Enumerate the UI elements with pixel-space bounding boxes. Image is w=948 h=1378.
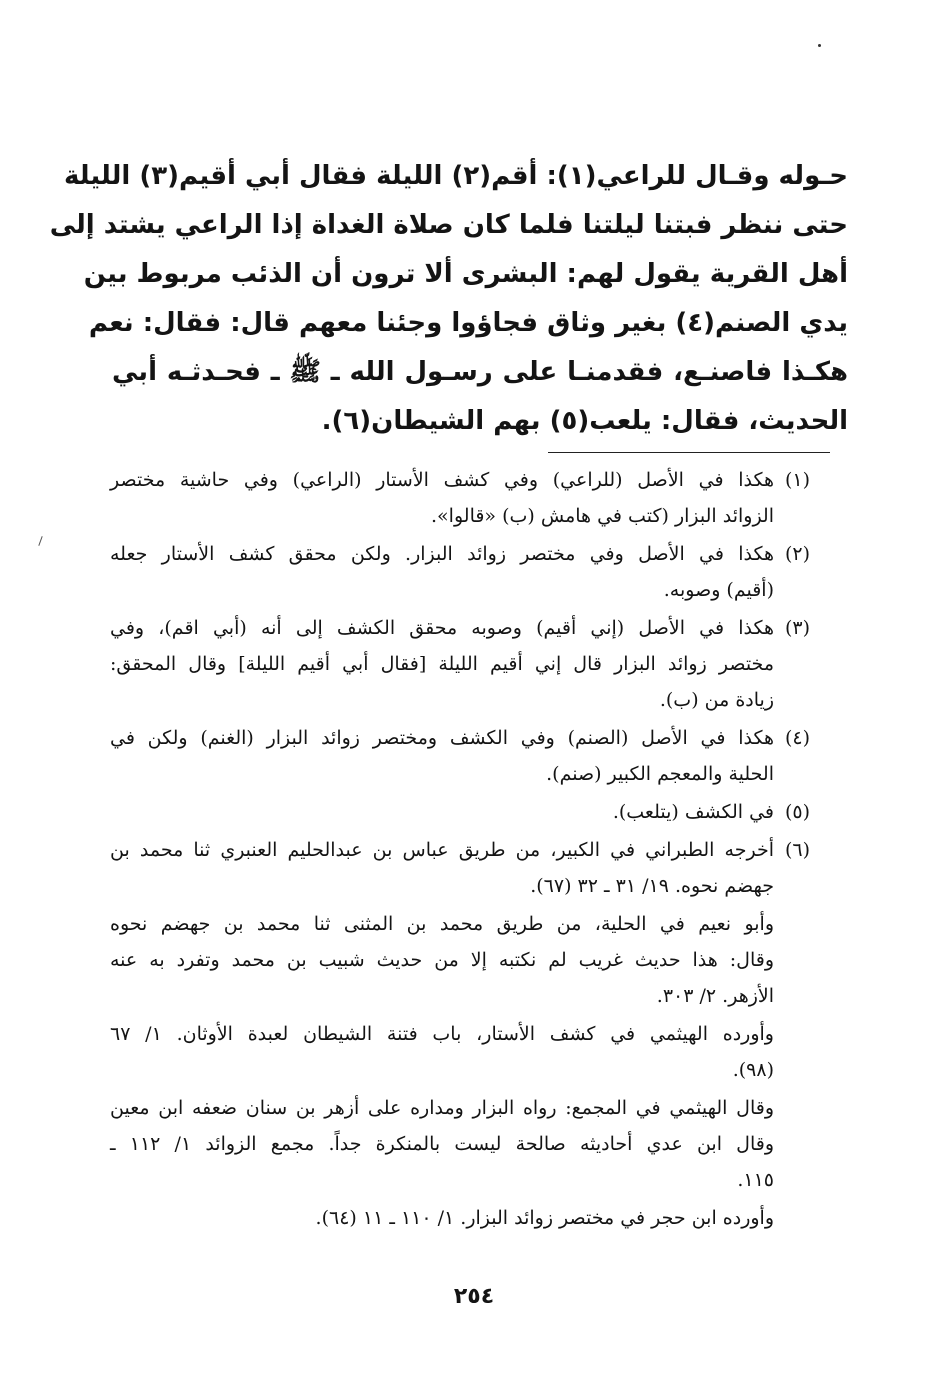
footnote-line: وقال: هذا حديث غريب لم نكتبه إلا من حديث شبيب بن محمد وتفرد به عنه [110,949,774,971]
footnote [110,536,810,608]
footnote-line: وأبو نعيم في الحلية، من طريق محمد بن المثنى ثنا محمد بن جهضم نحوه [110,913,774,935]
footnote-text [110,794,774,830]
footnote-line: أخرجه الطبراني في الكبير، من طريق عباس بن عبدالحليم العنبري ثنا محمد بن [110,839,774,861]
footnote-text [110,536,774,608]
footnote-divider [548,452,830,453]
footnote-number: (١) [784,469,810,491]
page-number: ٢٥٤ [453,1284,495,1309]
footnote-line: في الكشف (يتلعب). [612,801,774,823]
footnote-line: هكذا في الأصل (للراعي) وفي كشف الأستار (الراعي) وفي حاشية مختصر [110,469,774,491]
main-body-text [49,152,848,446]
footnote-number: (٥) [784,801,810,823]
footnote-line: هكذا في الأصل (إني أقيم) وصوبه محقق الكشف إلى أنه (أبي اقم)، وفي [110,617,774,639]
footnote-line: مختصر زوائد البزار قال إني أقيم الليلة [فقال أبي أقيم الليلة] وقال المحقق: [110,653,774,675]
footnote [110,794,810,830]
footnote-line: وأورده الهيثمي في كشف الأستار، باب فتنة الشيطان لعبدة الأوثان. ١/ ٦٧ [110,1023,774,1045]
footnote-text [110,462,774,534]
footnote [110,832,810,904]
footnote-text [110,720,774,792]
speck-mark [818,44,821,47]
footnote-line: هكذا في الأصل وفي مختصر زوائد البزار. ولكن محقق كشف الأستار جعله [110,543,774,565]
footnote-continuation [110,1200,774,1236]
body-line: هكـذا فاصنـع، فقدمنـا على رسـول الله ـ ﷺ ـ فحـدثـه أبي [112,357,848,387]
footnote-line: الأزهر. ٢/ ٣٠٣. [656,985,774,1007]
footnote-line: (٩٨). [732,1059,774,1081]
body-line: أهل القرية يقول لهم: البشرى ألا ترون أن الذئب مربوط بين [83,259,848,289]
footnotes-section [110,462,810,1238]
footnote-line: ١١٥. [737,1169,774,1191]
footnote-number: (٦) [784,839,810,861]
footnote-text [110,832,774,904]
footnote-continuation [110,1016,774,1088]
footnote-continuation [110,906,774,1014]
body-line: يدي الصنم(٤) بغير وثاق فجاؤوا وجئنا معهم قال: فقال: نعم [88,308,848,338]
footnote-line: الحلية والمعجم الكبير (صنم). [546,763,774,785]
body-line: حـوله وقـال للراعي(١): أقم(٢) الليلة فقال أبي أقيم(٣) الليلة [64,161,848,191]
margin-mark [38,536,42,546]
footnote-text [110,610,774,718]
footnote-line: وقال الهيثمي في المجمع: رواه البزار ومداره على أزهر بن سنان ضعفه ابن معين [110,1097,774,1119]
footnote-line: وقال ابن عدي أحاديثه صالحة ليست بالمنكرة جداً. مجمع الزوائد ١/ ١١٢ ـ [110,1133,774,1155]
footnote-number: (٢) [784,543,810,565]
footnote-line: جهضم نحوه. ١٩/ ٣١ ـ ٣٢ (٦٧). [530,875,774,897]
body-line: حتى ننظر فبتنا ليلتنا فلما كان صلاة الغداة إذا الراعي يشتد إلى [49,210,848,240]
footnote-line: الزوائد البزار (كتب في هامش (ب) «قالوا». [431,505,774,527]
footnote-line: وأورده ابن حجر في مختصر زوائد البزار. ١/ ١١٠ ـ ١١ (٦٤). [315,1207,774,1229]
footnote [110,610,810,718]
footnote-line: زيادة من (ب). [659,689,774,711]
footnote-line: هكذا في الأصل (الصنم) وفي الكشف ومختصر زوائد البزار (الغنم) ولكن في [110,727,774,749]
footnote-number: (٤) [784,727,810,749]
body-line: الحديث، فقال: يلعب(٥) بهم الشيطان(٦). [321,406,848,436]
footnote-number: (٣) [784,617,810,639]
footnote [110,720,810,792]
footnote [110,462,810,534]
footnote-line: (أقيم) وصوبه. [663,579,774,601]
footnote-continuation [110,1090,774,1198]
